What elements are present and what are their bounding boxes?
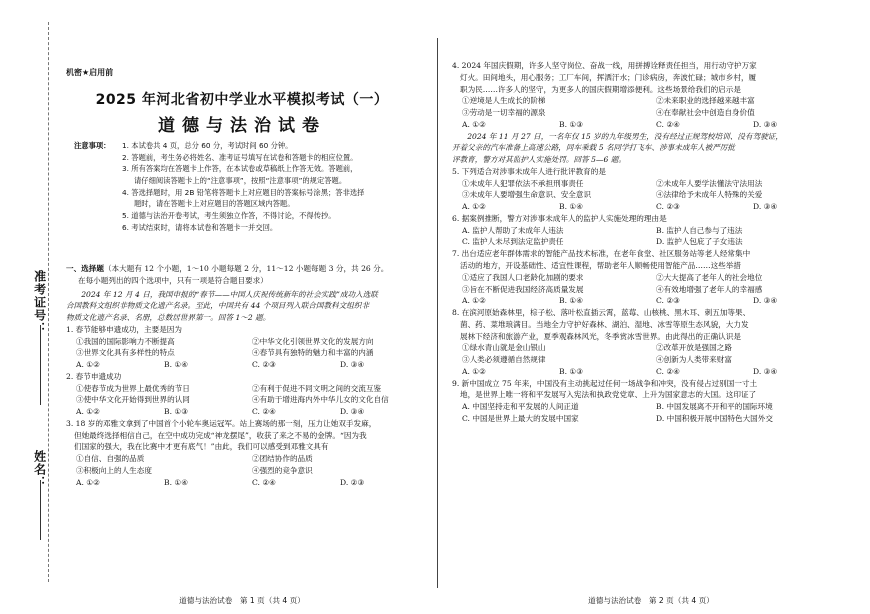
statement-option: ①逆境是人生成长的阶梯 <box>462 96 546 106</box>
answer-choice: C. ②③ <box>252 360 276 370</box>
notes-heading: 注意事项： <box>74 141 111 150</box>
note-item: 6. 考试结束时，请将本试卷和答题卡一并交回。 <box>122 222 278 232</box>
answer-choice: D. ③④ <box>753 119 778 129</box>
passage-spring-festival <box>66 289 428 324</box>
answer-choice: C. ②③ <box>656 296 680 306</box>
statement-option: ③旨在不断促进我国经济高质量发展 <box>462 284 584 294</box>
answer-choice: B. ①④ <box>559 296 584 306</box>
answer-choice: A. ①② <box>76 360 100 370</box>
question-stem-cont: 菌、药、菜堆琅满目。当地全力守护好森林、湖泊、湿地、冰雪等原生态风貌，大力发 <box>460 319 749 329</box>
statement-option: ③使中华文化开始得到世界的认同 <box>76 395 190 405</box>
page-divider <box>437 38 438 588</box>
question-stem: 1. 春节能够申遗成功，主要是因为 <box>66 324 182 334</box>
section-desc: （本大题有 12 个小题，1～10 小题每题 2 分，11～12 小题每题 3 分，共 26 分。 <box>103 264 389 273</box>
statement-option: ①绿水青山就是金山银山 <box>462 343 546 353</box>
statement-option: ③积极向上的人生态度 <box>76 466 152 476</box>
note-item: 2. 答题前，考生务必将姓名、准考证号填写在试卷和答题卡的相应位置。 <box>122 152 358 162</box>
answer-choice: C. 监护人未尽到法定监护责任 <box>462 237 564 247</box>
page-footer: 道德与法治试卷 第 2 页（共 4 页） <box>588 596 714 605</box>
statement-option: ④春节具有独特的魅力和丰富的内涵 <box>252 348 374 358</box>
answer-choice: C. ②④ <box>252 477 276 487</box>
answer-choice: D. ③④ <box>753 366 778 376</box>
secret-label: 机密★启用前 <box>66 68 114 77</box>
statement-option: ③人类必须遵循自然规律 <box>462 355 546 365</box>
answer-choice: B. ①③ <box>164 407 189 417</box>
answer-choice: A. ①② <box>462 119 486 129</box>
question-stem-cont: 活动的地方，开设基础性、适宜性课程，帮助老年人顺畅使用智能产品……这些举措 <box>460 261 741 271</box>
note-item: 4. 答选择题时，用 2B 铅笔将答题卡上对应题目的答案标号涂黑；答非选择 <box>122 187 365 197</box>
answer-choice: A. ①② <box>462 296 486 306</box>
question-stem: 2. 春节申遗成功 <box>66 371 122 381</box>
question-8 <box>452 307 850 378</box>
answer-choice: C. ②④ <box>252 407 276 417</box>
answer-choice: B. ①③ <box>559 119 584 129</box>
section-title: 一、选择题 <box>66 264 104 273</box>
statement-option: ②改革开放是强国之路 <box>656 343 732 353</box>
statement-option: ④有助于增进海内外中华儿女的文化自信 <box>252 395 389 405</box>
answer-choice: D. 中国积极开展中国特色大国外交 <box>656 413 773 423</box>
answer-choice: A. ①② <box>462 366 486 376</box>
passage-line: 评教育，警方对其监护人实施处罚。回答 5—6 题。 <box>452 155 626 165</box>
question-4 <box>452 60 850 131</box>
question-stem: 7. 出台适应老年群体需求的智能产品技术标准，在老年食堂、社区服务站等老人经常集中 <box>452 249 751 259</box>
statement-option: ③劳动是一切幸福的源泉 <box>462 108 546 118</box>
question-stem-cont: 地，是世界上唯一将和平发展写入宪法和执政党党章、上升为国家意志的大国。这印证了 <box>460 390 757 400</box>
section-one <box>66 263 428 489</box>
answer-choice: C. 中国是世界上最大的发展中国家 <box>462 413 579 423</box>
passage-line: 开着父亲的汽车准备上高速公路，同车乘载 5 名同学打飞车、涉事未成年人被严厉批 <box>452 143 736 153</box>
question-3 <box>66 418 428 489</box>
passage-line: 2024 年 11 月 27 日，一名年仅 15 岁的九年级男生，没有经过正规驾校培训、没有驾驶证， <box>467 131 783 141</box>
answer-choice: B. 监护人自己参与了违法 <box>656 225 743 235</box>
statement-option: ④强烈的竞争意识 <box>252 466 313 476</box>
statement-option: ①使春节成为世界上最优秀的节日 <box>76 383 190 393</box>
question-stem-cont: 们国家的强大，我在比赛中才更有底气！”由此，我们可以感受到邓雅文具有 <box>74 442 329 452</box>
statement-option: ①未成年人犯罪依法不承担刑事责任 <box>462 178 584 188</box>
statement-option: ④在奉献社会中创造自身价值 <box>656 108 755 118</box>
answer-choice: D. ③④ <box>753 296 778 306</box>
passage-line: 物质文化遗产名录、名册，总数居世界第一。回答 1～2 题。 <box>66 313 271 323</box>
name-label: 姓名： <box>32 450 47 489</box>
note-item-cont: 请仔细阅读答题卡上的“注意事项”，按照“注意事项”的规定答题。 <box>134 176 347 186</box>
question-6 <box>452 213 850 248</box>
question-5 <box>452 166 850 213</box>
statement-option: ②未来职业的选择越来越丰富 <box>656 96 755 106</box>
answer-choice: B. ①④ <box>164 477 189 487</box>
candidate-number-line <box>40 325 41 405</box>
statement-option: ②有利于促进不同文明之间的交流互鉴 <box>252 383 382 393</box>
question-stem: 9. 新中国成立 75 年来，中国没有主动挑起过任何一场战争和冲突，没有侵占过别国一寸土 <box>452 378 758 388</box>
answer-choice: B. 中国发展离不开和平的国际环境 <box>656 402 773 412</box>
statement-option: ②中华文化引领世界文化的发展方向 <box>252 336 374 346</box>
question-9 <box>452 378 850 425</box>
statement-option: ①我国的国际影响力不断提高 <box>76 336 175 346</box>
statement-option: ①自信、自强的品质 <box>76 454 145 464</box>
statement-option: ②大大提高了老年人的社会地位 <box>656 272 763 282</box>
answer-choice: A. 监护人帮助了未成年人违法 <box>462 225 564 235</box>
answer-choice: B. ①④ <box>164 360 189 370</box>
answer-choice: D. 监护人包庇了子女违法 <box>656 237 743 247</box>
note-item: 1. 本试卷共 4 页，总分 60 分，考试时间 60 分钟。 <box>122 141 293 150</box>
answer-choice: C. ②④ <box>656 119 680 129</box>
question-stem: 6. 据案例推断，警方对涉事未成年人的监护人实施处理的理由是 <box>452 213 667 223</box>
note-item: 5. 道德与法治开卷考试，考生须独立作答，不得讨论，不得传抄。 <box>122 211 336 221</box>
answer-choice: D. ③④ <box>340 407 365 417</box>
answer-choice: A. ①② <box>76 407 100 417</box>
statement-option: ③世界文化具有多样性的特点 <box>76 348 175 358</box>
statement-option: ①适应了我国人口老龄化加剧的要求 <box>462 272 584 282</box>
answer-choice: B. ①③ <box>559 366 584 376</box>
question-stem-cont: 展林下经济和旅游产业，夏季观森林风光，冬季赏冰雪世界。由此得出的正确认识是 <box>460 331 741 341</box>
statement-option: ④法律给予未成年人特殊的关爱 <box>656 190 763 200</box>
subject-title: 道德与法治试卷 <box>158 116 326 136</box>
answer-choice: A. ①② <box>76 477 100 487</box>
question-stem: 5. 下列适合对涉事未成年人进行批评教育的是 <box>452 166 606 176</box>
question-stem-cont: 但她最终选择相信自己，在空中成功完成“神龙摆尾”，收获了来之不易的金牌。“因为我 <box>74 430 367 440</box>
page-2 <box>452 0 850 614</box>
answer-choice: D. ②③ <box>340 477 365 487</box>
question-2 <box>66 371 428 418</box>
answer-choice: D. ③④ <box>340 360 365 370</box>
passage-line: 合国教科文组织非物质文化遗产名录。至此，中国共有 44 个项目列入联合国教科文组织非 <box>66 301 370 311</box>
answer-choice: C. ②④ <box>656 366 680 376</box>
notes-block <box>74 140 424 234</box>
statement-option: ③未成年人要增强生命意识、安全意识 <box>462 190 592 200</box>
candidate-number-label: 准考证号： <box>32 270 47 335</box>
note-item: 3. 所有答案均在答题卡上作答，在本试卷或草稿纸上作答无效。答题前， <box>122 164 358 174</box>
name-line <box>40 480 41 540</box>
exam-title: 2025 年河北省初中学业水平模拟考试（一） <box>95 92 389 108</box>
question-stem: 3. 18 岁的邓雅文拿到了中国首个小轮车奥运冠军。站上赛场的那一刻，压力让她双手发麻， <box>66 418 377 428</box>
answer-choice: D. ③④ <box>753 202 778 212</box>
passage-line: 2024 年 12 月 4 日，我国申报的“春节——中国人庆祝传统新年的社会实践”成功入选联 <box>81 289 378 299</box>
question-1 <box>66 324 428 371</box>
section-title-line <box>66 263 428 275</box>
note-item-cont: 题时，请在答题卡上对应题目的答题区域内答题。 <box>134 199 295 209</box>
passage-minor-driving <box>452 131 850 166</box>
statement-option: ④创新为人类带来财富 <box>656 355 732 365</box>
statement-option: ②未成年人要学法懂法守法用法 <box>656 178 763 188</box>
question-stem: 4. 2024 年国庆假期，许多人坚守岗位、奋战一线，用拼搏诠释责任担当，用行动守护万家 <box>452 61 757 70</box>
page-1 <box>56 0 428 614</box>
answer-choice: A. ①② <box>462 202 486 212</box>
statement-option: ②团结协作的品质 <box>252 454 313 464</box>
section-desc-cont: 在每小题列出的四个选项中，只有一项是符合题目要求） <box>78 275 268 285</box>
page-footer: 道德与法治试卷 第 1 页（共 4 页） <box>179 596 305 605</box>
question-stem: 8. 在滨河原始森林里，棕子松、落叶松直插云霄，蓝莓、山核桃、黑木耳、刺五加等果、 <box>452 308 751 318</box>
question-stem-cont: 职为民……许多人的坚守，为更多人的国庆假期增添便利。这些场景给我们的启示是 <box>460 84 741 94</box>
answer-choice: C. ②③ <box>656 202 680 212</box>
statement-option: ④有效地增强了老年人的幸福感 <box>656 284 763 294</box>
page-2-content <box>452 60 850 425</box>
answer-choice: A. 中国坚持走和平发展的人间正道 <box>462 402 579 412</box>
question-7 <box>452 248 850 307</box>
question-stem-cont: 灯火。田间地头，用心服务；工厂车间，挥洒汗水；门诊病房，奔波忙碌；城市乡村，履 <box>460 72 757 82</box>
answer-choice: B. ①④ <box>559 202 584 212</box>
